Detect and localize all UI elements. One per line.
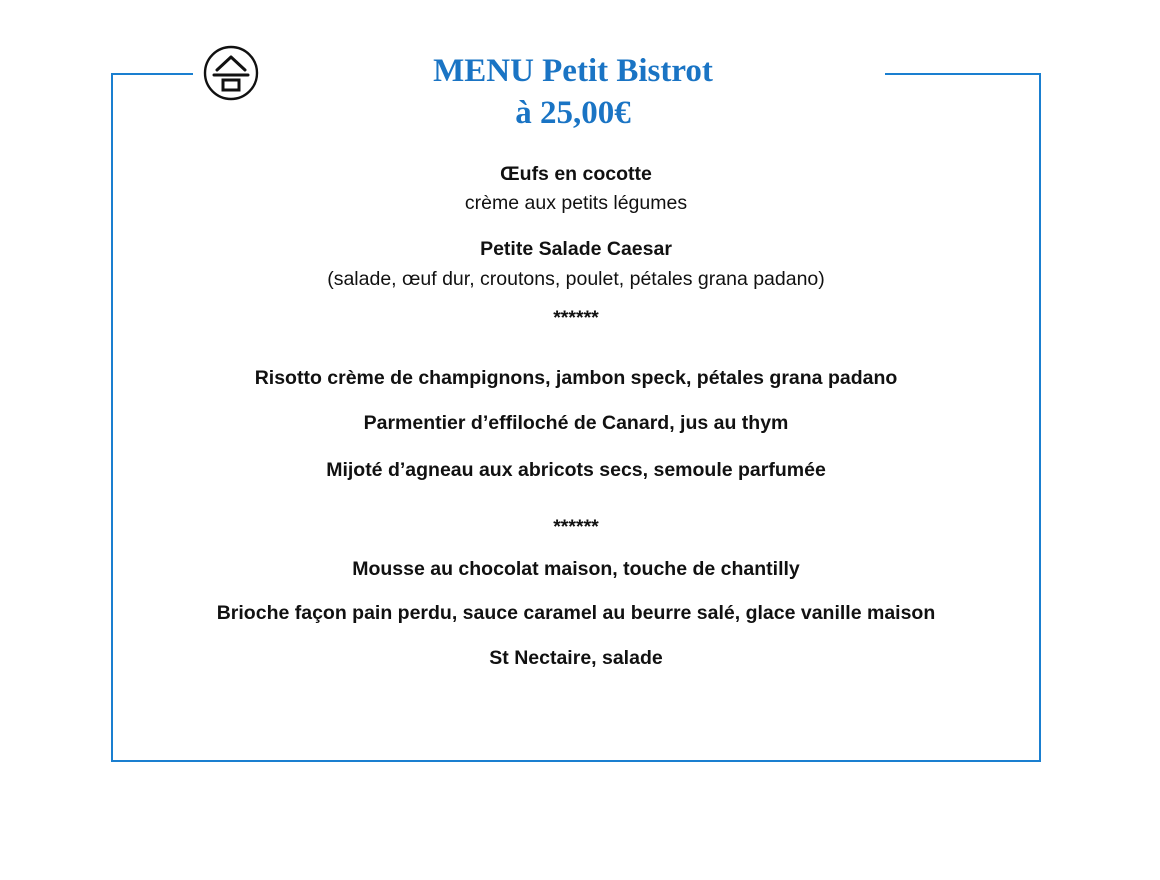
starter-2-name: Petite Salade Caesar bbox=[480, 238, 672, 260]
main-1: Risotto crème de champignons, jambon speck, pétales grana padano bbox=[254, 367, 898, 389]
separator-1: ****** bbox=[553, 307, 599, 329]
dessert-2: Brioche façon pain perdu, sauce caramel au beurre salé, glace vanille maison bbox=[216, 602, 936, 624]
main-3: Mijoté d’agneau aux abricots secs, semoule parfumée bbox=[326, 459, 826, 481]
menu-title: MENU Petit Bistrot bbox=[433, 53, 713, 89]
menu-price: à 25,00€ bbox=[515, 95, 631, 131]
starter-1-description: crème aux petits légumes bbox=[464, 192, 688, 214]
dessert-1: Mousse au chocolat maison, touche de chantilly bbox=[352, 558, 800, 580]
starter-2-description: (salade, œuf dur, croutons, poulet, pétales grana padano) bbox=[327, 268, 825, 290]
menu-title-block bbox=[0, 50, 1146, 134]
dessert-3: St Nectaire, salade bbox=[489, 647, 663, 669]
separator-2: ****** bbox=[553, 516, 599, 538]
main-2: Parmentier d’effiloché de Canard, jus au thym bbox=[363, 412, 789, 434]
frame-bottom bbox=[111, 760, 1041, 762]
starter-1-name: Œufs en cocotte bbox=[500, 163, 652, 185]
